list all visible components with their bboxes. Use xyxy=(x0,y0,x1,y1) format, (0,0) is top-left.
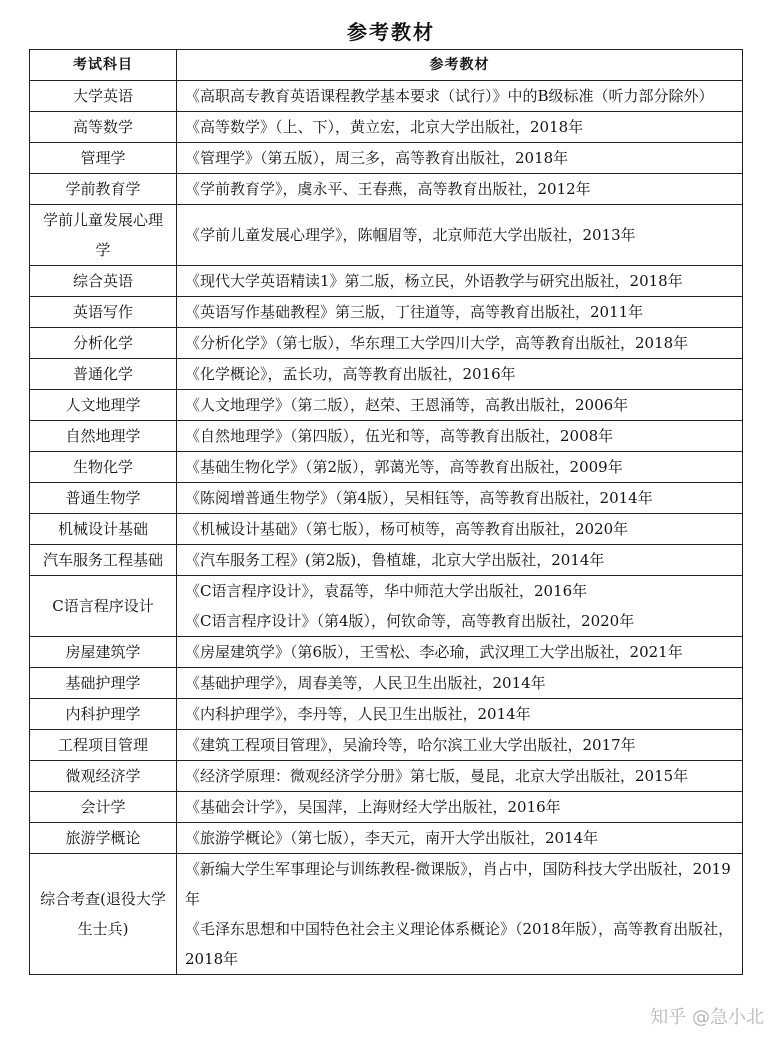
reference-text: 《化学概论》，孟长功，高等教育出版社，2016年 xyxy=(185,365,516,383)
table-row xyxy=(30,792,743,823)
table-row xyxy=(30,823,743,854)
table-row xyxy=(30,483,743,514)
reference-text: 《房屋建筑学》（第6版），王雪松、李必瑜，武汉理工大学出版社，2021年 xyxy=(185,643,683,661)
table-row xyxy=(30,297,743,328)
reference-cell xyxy=(177,328,743,359)
subject-cell: 机械设计基础 xyxy=(30,514,177,545)
watermark: 知乎 @急小北 xyxy=(650,1007,764,1028)
subject-cell: 人文地理学 xyxy=(30,390,177,421)
reference-text: 《学前教育学》，虞永平、王春燕，高等教育出版社，2012年 xyxy=(185,180,591,198)
reference-text: 《建筑工程项目管理》，吴渝玲等，哈尔滨工业大学出版社，2017年 xyxy=(185,736,636,754)
subject-cell: 会计学 xyxy=(30,792,177,823)
reference-text: 《基础护理学》，周春美等，人民卫生出版社，2014年 xyxy=(185,674,546,692)
subject-cell: C语言程序设计 xyxy=(30,576,177,637)
subject-cell: 综合考查(退役大学生士兵) xyxy=(30,854,177,975)
reference-text: 《高等数学》（上、下），黄立宏，北京大学出版社，2018年 xyxy=(185,118,584,136)
subject-cell: 学前教育学 xyxy=(30,174,177,205)
table-row xyxy=(30,359,743,390)
subject-cell: 英语写作 xyxy=(30,297,177,328)
reference-text: 《英语写作基础教程》第三版，丁往道等，高等教育出版社，2011年 xyxy=(185,303,644,321)
subject-cell: 大学英语 xyxy=(30,81,177,112)
reference-text: 《C语言程序设计》（第4版），何钦命等，高等教育出版社，2020年 xyxy=(185,612,635,630)
subject-cell: 微观经济学 xyxy=(30,761,177,792)
subject-cell: 高等数学 xyxy=(30,112,177,143)
reference-table xyxy=(29,49,743,975)
subject-cell: 房屋建筑学 xyxy=(30,637,177,668)
reference-cell xyxy=(177,854,743,975)
subject-cell: 管理学 xyxy=(30,143,177,174)
subject-cell: 分析化学 xyxy=(30,328,177,359)
subject-cell: 生物化学 xyxy=(30,452,177,483)
subject-cell: 基础护理学 xyxy=(30,668,177,699)
reference-text: 《管理学》（第五版），周三多，高等教育出版社，2018年 xyxy=(185,149,569,167)
table-row xyxy=(30,668,743,699)
reference-cell xyxy=(177,390,743,421)
reference-cell xyxy=(177,668,743,699)
header-subject: 考试科目 xyxy=(30,50,177,81)
reference-text: 《机械设计基础》（第七版），杨可桢等，高等教育出版社，2020年 xyxy=(185,520,629,538)
subject-cell: 旅游学概论 xyxy=(30,823,177,854)
reference-cell xyxy=(177,81,743,112)
subject-cell: 普通化学 xyxy=(30,359,177,390)
table-row xyxy=(30,637,743,668)
reference-text: 《毛泽东思想和中国特色社会主义理论体系概论》（2018年版），高等教育出版社，2018年 xyxy=(185,920,734,968)
reference-cell xyxy=(177,297,743,328)
reference-text: 《经济学原理：微观经济学分册》第七版，曼昆，北京大学出版社，2015年 xyxy=(185,767,689,785)
table-body xyxy=(30,81,743,975)
subject-cell: 工程项目管理 xyxy=(30,730,177,761)
reference-cell xyxy=(177,452,743,483)
subject-cell: 学前儿童发展心理学 xyxy=(30,205,177,266)
subject-cell: 自然地理学 xyxy=(30,421,177,452)
table-row xyxy=(30,328,743,359)
reference-cell xyxy=(177,266,743,297)
table-row xyxy=(30,452,743,483)
reference-text: 《基础生物化学》（第2版），郭蔼光等，高等教育出版社，2009年 xyxy=(185,458,623,476)
reference-cell xyxy=(177,730,743,761)
reference-text: 《自然地理学》（第四版），伍光和等，高等教育出版社，2008年 xyxy=(185,427,614,445)
reference-text: 《高职高专教育英语课程教学基本要求（试行）》中的B级标准（听力部分除外） xyxy=(185,87,714,105)
reference-text: 《人文地理学》（第二版），赵荣、王恩涌等，高教出版社，2006年 xyxy=(185,396,629,414)
table-row xyxy=(30,205,743,266)
table-row xyxy=(30,545,743,576)
table-row xyxy=(30,390,743,421)
reference-cell xyxy=(177,637,743,668)
subject-cell: 内科护理学 xyxy=(30,699,177,730)
table-row xyxy=(30,730,743,761)
reference-cell xyxy=(177,823,743,854)
reference-cell xyxy=(177,143,743,174)
reference-text: 《C语言程序设计》，袁磊等，华中师范大学出版社，2016年 xyxy=(185,582,588,600)
reference-cell xyxy=(177,421,743,452)
table-row xyxy=(30,514,743,545)
reference-cell xyxy=(177,761,743,792)
table-header-row xyxy=(30,50,743,81)
subject-cell: 综合英语 xyxy=(30,266,177,297)
reference-text: 《内科护理学》，李丹等，人民卫生出版社，2014年 xyxy=(185,705,531,723)
reference-cell xyxy=(177,792,743,823)
reference-cell xyxy=(177,359,743,390)
subject-cell: 汽车服务工程基础 xyxy=(30,545,177,576)
table-row xyxy=(30,266,743,297)
reference-text: 《现代大学英语精读1》第二版，杨立民，外语教学与研究出版社，2018年 xyxy=(185,272,683,290)
reference-cell xyxy=(177,483,743,514)
page-title: 参考教材 xyxy=(347,20,435,44)
reference-text: 《新编大学生军事理论与训练教程-微课版》，肖占中，国防科技大学出版社，2019年 xyxy=(185,860,731,908)
reference-cell xyxy=(177,174,743,205)
reference-cell xyxy=(177,112,743,143)
table-row xyxy=(30,112,743,143)
reference-text: 《基础会计学》，吴国萍，上海财经大学出版社，2016年 xyxy=(185,798,561,816)
reference-cell xyxy=(177,576,743,637)
table-row xyxy=(30,854,743,975)
table-row xyxy=(30,174,743,205)
reference-cell xyxy=(177,205,743,266)
subject-cell: 普通生物学 xyxy=(30,483,177,514)
header-reference: 参考教材 xyxy=(177,50,743,81)
table-row xyxy=(30,81,743,112)
reference-text: 《分析化学》（第七版），华东理工大学四川大学，高等教育出版社，2018年 xyxy=(185,334,689,352)
table-row xyxy=(30,143,743,174)
table-row xyxy=(30,761,743,792)
table-row xyxy=(30,421,743,452)
reference-cell xyxy=(177,699,743,730)
reference-text: 《汽车服务工程》(第2版)，鲁植雄，北京大学出版社，2014年 xyxy=(185,551,605,569)
table-row xyxy=(30,699,743,730)
reference-text: 《旅游学概论》（第七版），李天元，南开大学出版社，2014年 xyxy=(185,829,599,847)
reference-cell xyxy=(177,514,743,545)
reference-text: 《学前儿童发展心理学》，陈帼眉等，北京师范大学出版社，2013年 xyxy=(185,226,636,244)
reference-text: 《陈阅增普通生物学》（第4版），吴相钰等，高等教育出版社，2014年 xyxy=(185,489,653,507)
table-row xyxy=(30,576,743,637)
reference-cell xyxy=(177,545,743,576)
